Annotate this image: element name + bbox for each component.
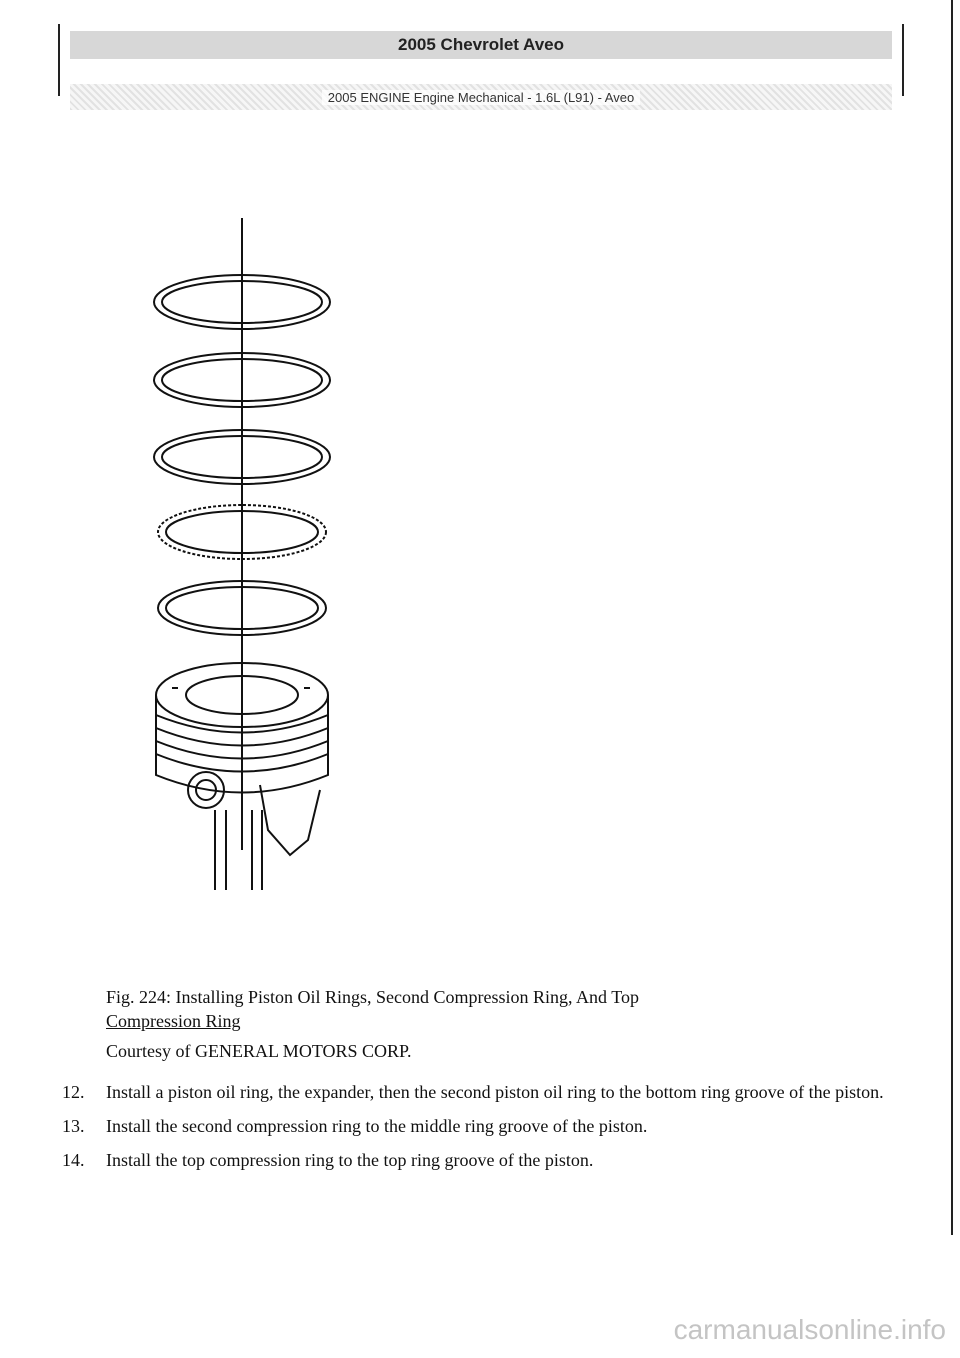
- piston-ring-illustration: [140, 210, 360, 890]
- step-item: [62, 1148, 902, 1172]
- figure-title: Fig. 224: Installing Piston Oil Rings, Second Compression Ring, And Top: [106, 987, 639, 1007]
- connecting-rod: [215, 810, 262, 890]
- page-header: [58, 24, 904, 105]
- step-number: 13.: [62, 1116, 85, 1136]
- step-text: Install a piston oil ring, the expander, then the second piston oil ring to the bottom ring groove of the piston.: [106, 1082, 884, 1102]
- watermark: carmanualsonline.info: [673, 1314, 946, 1345]
- section-subtitle: [70, 84, 892, 110]
- step-number: 12.: [62, 1082, 85, 1102]
- figure-caption: [106, 985, 866, 1063]
- page-right-rule: [951, 0, 953, 1235]
- figure-courtesy: Courtesy of GENERAL MOTORS CORP.: [106, 1041, 412, 1061]
- figure-link[interactable]: Compression Ring: [106, 1011, 241, 1031]
- step-number: 14.: [62, 1150, 85, 1170]
- step-text: Install the top compression ring to the top ring groove of the piston.: [106, 1150, 594, 1170]
- step-item: [62, 1114, 902, 1138]
- section-subtitle-text: 2005 ENGINE Engine Mechanical - 1.6L (L91) - Aveo: [322, 90, 640, 105]
- procedure-steps: [62, 1080, 902, 1182]
- document-title: 2005 Chevrolet Aveo: [70, 31, 892, 59]
- step-text: Install the second compression ring to the middle ring groove of the piston.: [106, 1116, 648, 1136]
- step-item: [62, 1080, 902, 1104]
